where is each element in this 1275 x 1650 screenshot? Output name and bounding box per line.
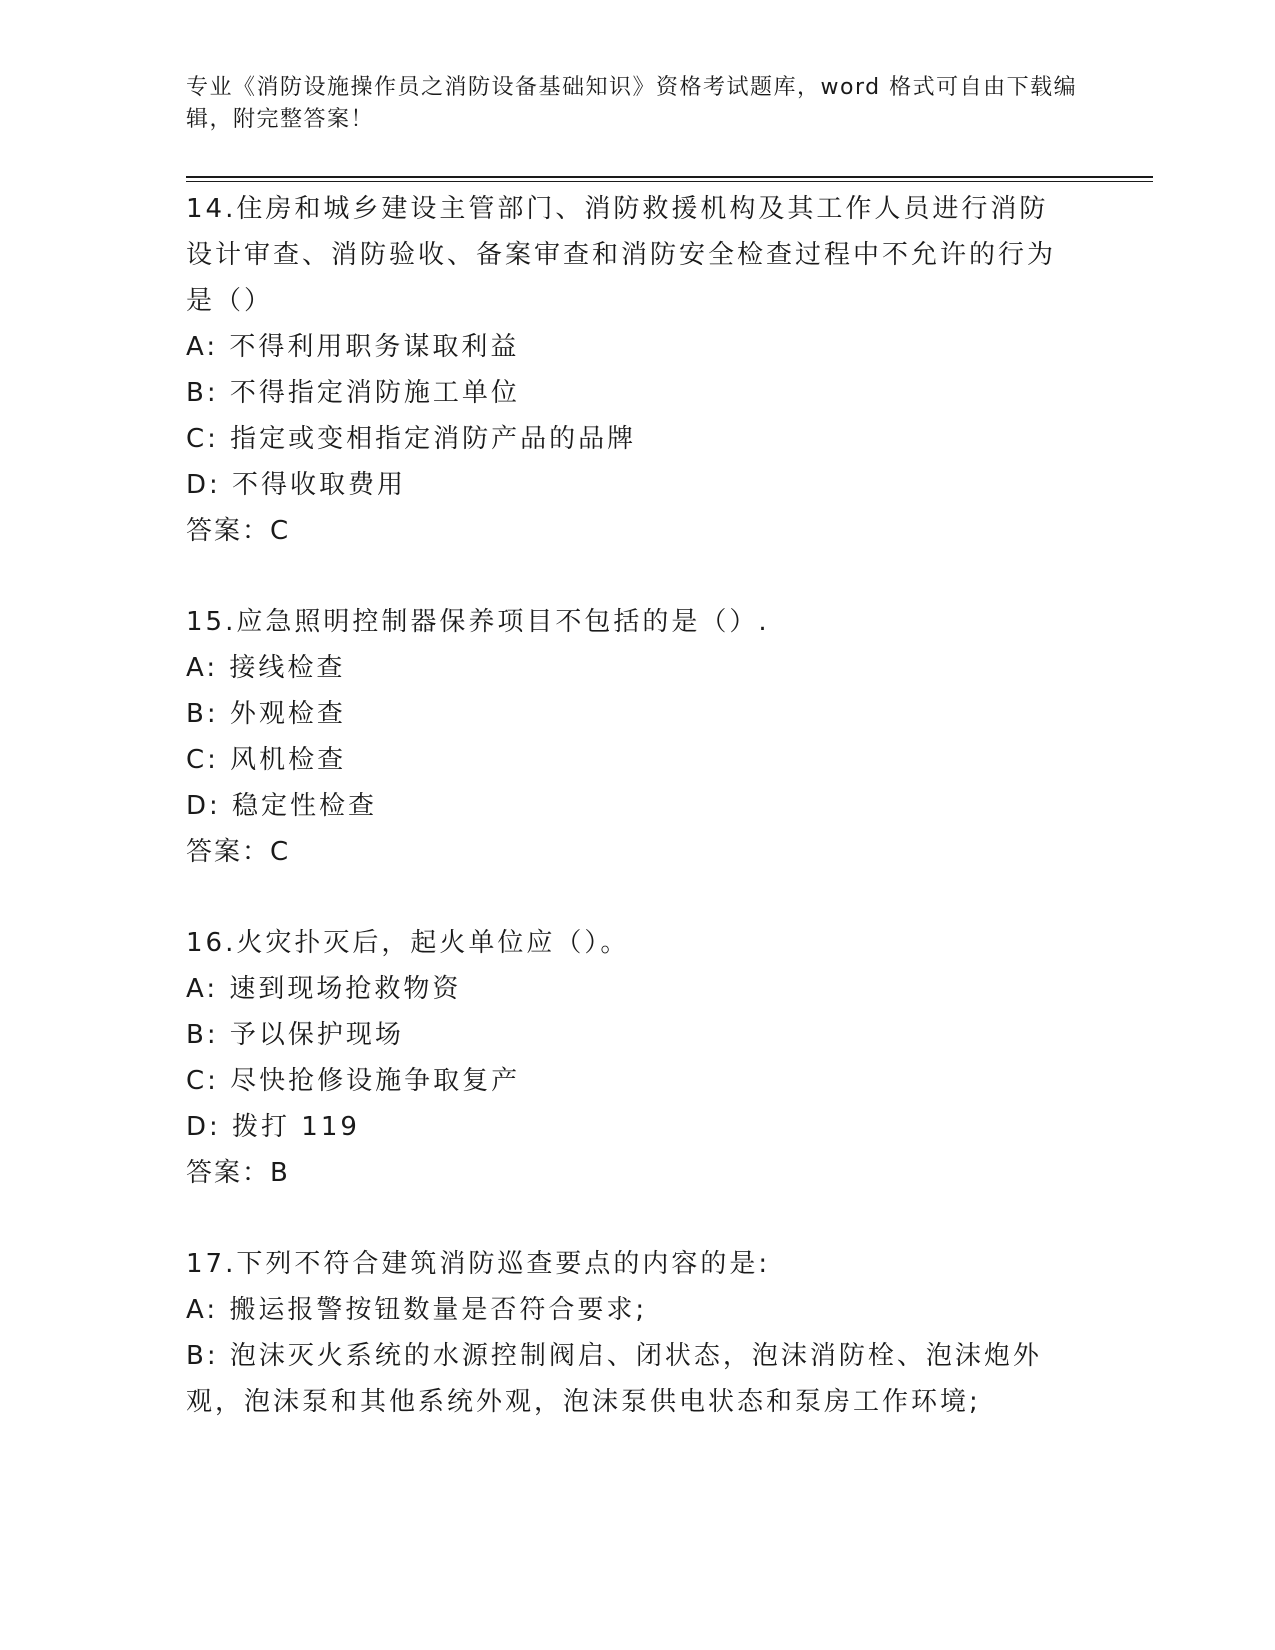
option-a: A: 不得利用职务谋取利益 — [186, 332, 520, 362]
option-d: D: 拨打 119 — [186, 1112, 360, 1142]
question-17 — [186, 1241, 1086, 1425]
option-d: D: 稳定性检查 — [186, 791, 378, 821]
question-stem: 16.火灾扑灭后，起火单位应（）。 — [186, 928, 630, 958]
option-b: B: 泡沫灭火系统的水源控制阀启、闭状态，泡沫消防栓、泡沫炮外观，泡沫泵和其他系统外观，泡沫泵供电状态和泵房工作环境; — [186, 1341, 1042, 1417]
header-divider-thick — [186, 176, 1153, 178]
header-divider-thin — [186, 181, 1153, 182]
option-b: B: 予以保护现场 — [186, 1020, 404, 1050]
option-c: C: 风机检查 — [186, 745, 347, 775]
option-c: C: 尽快抢修设施争取复产 — [186, 1066, 521, 1096]
option-c: C: 指定或变相指定消防产品的品牌 — [186, 424, 637, 454]
question-stem: 14.住房和城乡建设主管部门、消防救援机构及其工作人员进行消防设计审查、消防验收、备案审查和消防安全检查过程中不允许的行为是（） — [186, 194, 1057, 316]
option-b: B: 外观检查 — [186, 699, 346, 729]
question-16 — [186, 920, 1086, 1196]
answer: 答案：C — [186, 516, 291, 546]
option-b: B: 不得指定消防施工单位 — [186, 378, 520, 408]
question-15 — [186, 599, 1086, 875]
option-a: A: 速到现场抢救物资 — [186, 974, 462, 1004]
document-header — [186, 72, 1086, 136]
question-stem: 17.下列不符合建筑消防巡查要点的内容的是: — [186, 1249, 771, 1279]
answer: 答案：C — [186, 837, 291, 867]
header-text: 专业《消防设施操作员之消防设备基础知识》资格考试题库，word 格式可自由下载编辑，附完整答案！ — [186, 75, 1078, 132]
option-d: D: 不得收取费用 — [186, 470, 407, 500]
question-list — [186, 186, 1086, 1470]
answer: 答案：B — [186, 1158, 290, 1188]
option-a: A: 接线检查 — [186, 653, 346, 683]
question-stem: 15.应急照明控制器保养项目不包括的是（）. — [186, 607, 770, 637]
question-14 — [186, 186, 1086, 554]
option-a: A: 搬运报警按钮数量是否符合要求; — [186, 1295, 648, 1325]
